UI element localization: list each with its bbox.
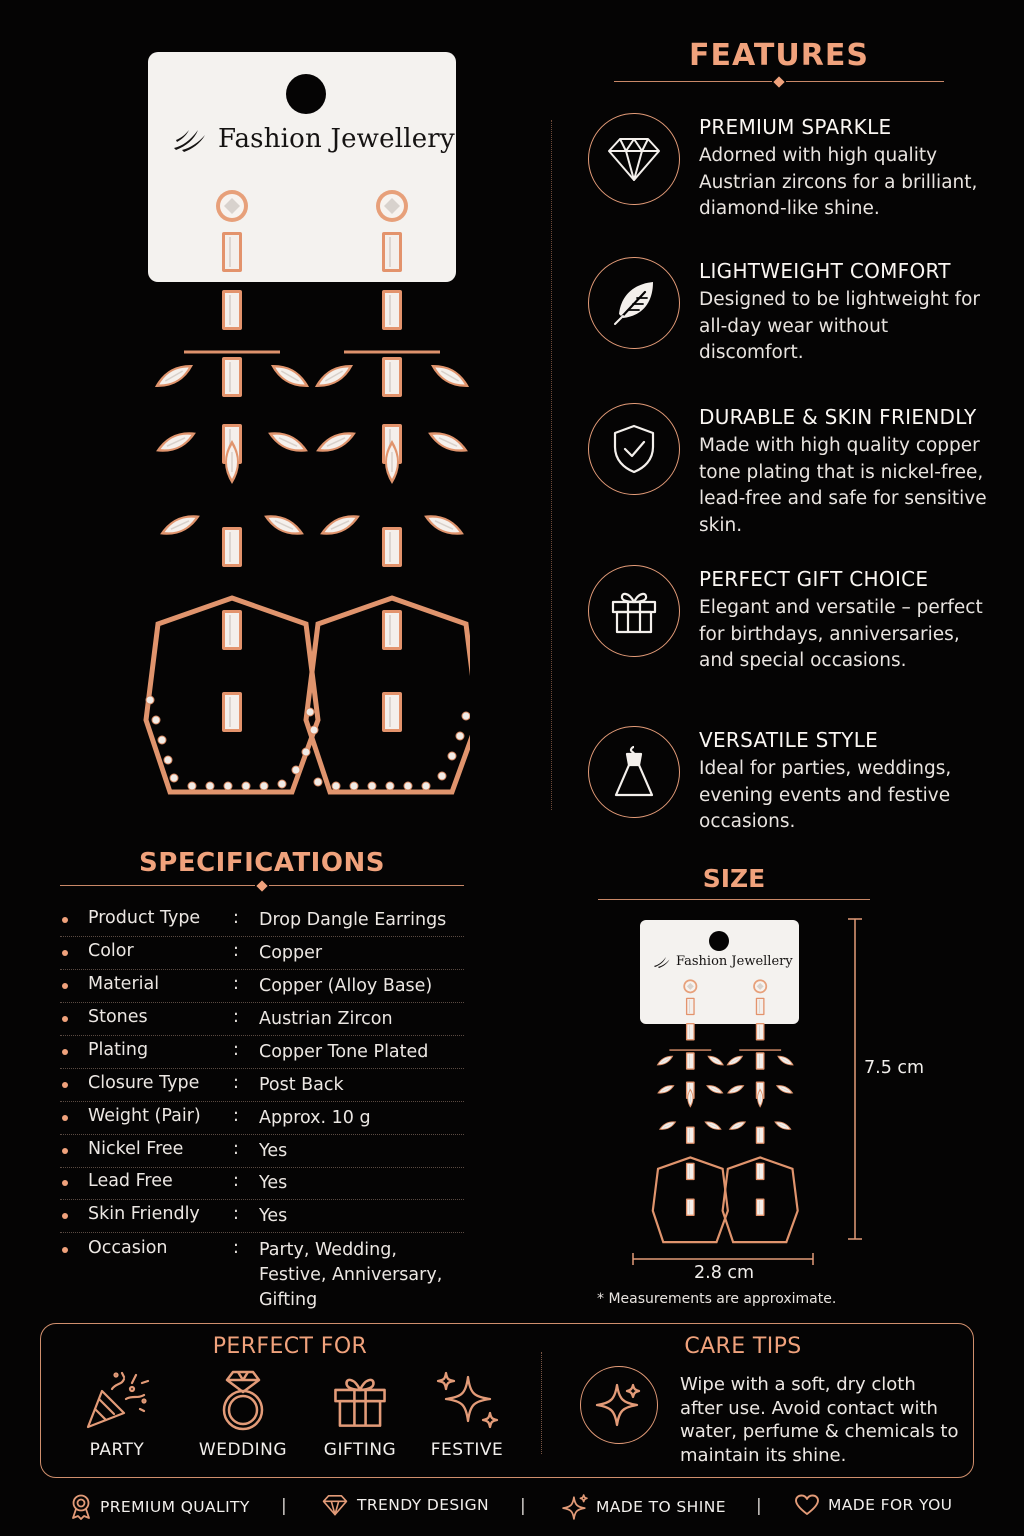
spec-key: Weight (Pair) bbox=[88, 1106, 201, 1126]
spec-value: Austrian Zircon bbox=[259, 1009, 393, 1029]
spec-separator: : bbox=[233, 1073, 239, 1093]
spec-separator: : bbox=[233, 1106, 239, 1126]
measurement-note: * Measurements are approximate. bbox=[597, 1291, 837, 1307]
card-hang-hole bbox=[286, 74, 326, 114]
spec-key: Material bbox=[88, 974, 160, 994]
width-measurement: 2.8 cm bbox=[694, 1263, 755, 1283]
ring-icon bbox=[218, 1368, 268, 1432]
footer-label: MADE TO SHINE bbox=[596, 1498, 726, 1516]
spec-row-lead-free bbox=[60, 1167, 464, 1200]
footer-label: TRENDY DESIGN bbox=[357, 1496, 490, 1514]
gift-icon bbox=[332, 1371, 388, 1429]
feature-icon-circle bbox=[588, 726, 680, 818]
diamond-icon bbox=[321, 1494, 349, 1516]
feature-title: PREMIUM SPARKLE bbox=[699, 115, 892, 139]
bullet-dot bbox=[62, 1115, 68, 1121]
spec-key: Nickel Free bbox=[88, 1139, 184, 1159]
footer-separator: | bbox=[756, 1496, 762, 1516]
spec-value: Post Back bbox=[259, 1075, 344, 1095]
spec-separator: : bbox=[233, 1139, 239, 1159]
box-divider bbox=[541, 1352, 542, 1454]
care-tips-title: CARE TIPS bbox=[684, 1334, 802, 1359]
spec-key: Stones bbox=[88, 1007, 148, 1027]
bullet-dot bbox=[62, 1247, 68, 1253]
party-popper-icon bbox=[82, 1369, 152, 1431]
footer-label: MADE FOR YOU bbox=[828, 1496, 953, 1514]
spec-value: Party, Wedding, Festive, Anniversary, Gifting bbox=[259, 1240, 443, 1310]
occasion-label: WEDDING bbox=[198, 1440, 288, 1460]
card-hang-hole bbox=[709, 931, 729, 951]
occasion-party bbox=[67, 1368, 167, 1460]
footer-premium-quality bbox=[70, 1494, 250, 1520]
care-tips-text: Wipe with a soft, dry cloth after use. Avoid contact with water, perfume & chemicals to maintain its shine. bbox=[680, 1374, 959, 1466]
footer-separator: | bbox=[520, 1496, 526, 1516]
bullet-dot bbox=[62, 1016, 68, 1022]
heart-icon bbox=[794, 1494, 820, 1516]
spec-separator: : bbox=[233, 1040, 239, 1060]
spec-row-product-type bbox=[60, 904, 464, 937]
bullet-dot bbox=[62, 917, 68, 923]
footer-badges bbox=[0, 1490, 1024, 1526]
feature-description: Ideal for parties, weddings, evening events and festive occasions. bbox=[699, 758, 952, 832]
spec-row-skin-friendly bbox=[60, 1200, 464, 1233]
feature-title: DURABLE & SKIN FRIENDLY bbox=[699, 405, 977, 429]
features-title-ornament bbox=[614, 77, 944, 87]
features-title: FEATURES bbox=[689, 38, 869, 73]
spec-value: Copper Tone Plated bbox=[259, 1042, 429, 1062]
bullet-dot bbox=[62, 983, 68, 989]
spec-separator: : bbox=[233, 974, 239, 994]
spec-separator: : bbox=[233, 1171, 239, 1191]
card-brand bbox=[172, 124, 455, 154]
bullet-dot bbox=[62, 950, 68, 956]
size-title-ornament bbox=[598, 895, 870, 905]
swoosh-logo-icon bbox=[653, 955, 671, 968]
spec-row-material bbox=[60, 970, 464, 1003]
spec-row-occasion bbox=[60, 1234, 464, 1310]
sparkles-icon bbox=[434, 1369, 500, 1431]
earrings-photo bbox=[130, 180, 470, 810]
footer-made-for-you bbox=[794, 1494, 952, 1516]
feature-description: Designed to be lightweight for all-day wear without discomfort. bbox=[699, 289, 981, 363]
spec-key: Lead Free bbox=[88, 1171, 173, 1191]
spec-key: Plating bbox=[88, 1040, 149, 1060]
spec-key: Occasion bbox=[88, 1238, 168, 1258]
feature-title: VERSATILE STYLE bbox=[699, 728, 879, 752]
feature-description: Elegant and versatile – perfect for birthdays, anniversaries, and special occasions. bbox=[699, 597, 983, 671]
card-brand-text: Fashion Jewellery bbox=[218, 124, 455, 154]
feather-icon bbox=[609, 278, 659, 328]
spec-value: Yes bbox=[259, 1206, 288, 1226]
spec-separator: : bbox=[233, 941, 239, 961]
footer-made-to-shine bbox=[562, 1494, 726, 1520]
bullet-dot bbox=[62, 1180, 68, 1186]
bullet-dot bbox=[62, 1148, 68, 1154]
size-card-brand bbox=[653, 954, 793, 969]
size-title: SIZE bbox=[702, 864, 766, 893]
spec-value: Copper bbox=[259, 943, 323, 963]
occasion-label: FESTIVE bbox=[430, 1440, 504, 1460]
spec-separator: : bbox=[233, 1238, 239, 1258]
occasion-label: PARTY bbox=[89, 1440, 145, 1460]
occasion-gifting bbox=[310, 1368, 410, 1460]
spec-row-nickel-free bbox=[60, 1135, 464, 1168]
spec-key: Closure Type bbox=[88, 1073, 200, 1093]
occasion-festive bbox=[417, 1368, 517, 1460]
section-divider bbox=[551, 120, 552, 810]
footer-separator: | bbox=[281, 1496, 287, 1516]
footer-label: PREMIUM QUALITY bbox=[100, 1498, 250, 1516]
spec-key: Color bbox=[88, 941, 134, 961]
spec-value: Approx. 10 g bbox=[259, 1108, 371, 1128]
shield-check-icon bbox=[611, 423, 657, 475]
height-measurement: 7.5 cm bbox=[864, 1058, 925, 1078]
feature-icon-circle bbox=[588, 565, 680, 657]
diamond-icon bbox=[606, 135, 662, 183]
size-card-brand-text: Fashion Jewellery bbox=[676, 954, 793, 969]
feature-title: LIGHTWEIGHT COMFORT bbox=[699, 259, 951, 283]
size-earrings-photo bbox=[630, 975, 810, 1250]
care-icon-circle bbox=[580, 1366, 658, 1444]
feature-description: Made with high quality copper tone plating that is nickel-free, lead-free and safe for sensitive skin. bbox=[699, 435, 987, 536]
spec-value: Yes bbox=[259, 1141, 288, 1161]
spec-separator: : bbox=[233, 1007, 239, 1027]
footer-trendy-design bbox=[321, 1494, 489, 1516]
perfect-for-title: PERFECT FOR bbox=[212, 1334, 368, 1359]
spec-separator: : bbox=[233, 1204, 239, 1224]
feature-title: PERFECT GIFT CHOICE bbox=[699, 567, 929, 591]
feature-description: Adorned with high quality Austrian zircons for a brilliant, diamond-like shine. bbox=[699, 145, 978, 219]
spec-row-closure-type bbox=[60, 1069, 464, 1102]
spec-key: Skin Friendly bbox=[88, 1204, 200, 1224]
occasion-label: GIFTING bbox=[323, 1440, 397, 1460]
spec-row-weight bbox=[60, 1102, 464, 1135]
gift-icon bbox=[609, 586, 659, 636]
spec-value: Copper (Alloy Base) bbox=[259, 976, 433, 996]
bullet-dot bbox=[62, 1082, 68, 1088]
occasion-wedding bbox=[193, 1368, 293, 1460]
spec-row-color bbox=[60, 937, 464, 970]
medal-icon bbox=[70, 1494, 92, 1520]
sparkle-icon bbox=[562, 1494, 588, 1520]
dress-icon bbox=[612, 745, 656, 799]
spec-value: Yes bbox=[259, 1173, 288, 1193]
feature-icon-circle bbox=[588, 113, 680, 205]
feature-icon-circle bbox=[588, 403, 680, 495]
specifications-title: SPECIFICATIONS bbox=[139, 848, 385, 878]
spec-row-stones bbox=[60, 1003, 464, 1036]
spec-separator: : bbox=[233, 908, 239, 928]
specifications-title-ornament bbox=[60, 881, 464, 891]
spec-value: Drop Dangle Earrings bbox=[259, 910, 447, 930]
swoosh-logo-icon bbox=[172, 126, 208, 152]
spec-row-plating bbox=[60, 1036, 464, 1069]
bullet-dot bbox=[62, 1049, 68, 1055]
bullet-dot bbox=[62, 1213, 68, 1219]
spec-key: Product Type bbox=[88, 908, 201, 928]
feature-icon-circle bbox=[588, 257, 680, 349]
height-dimension-line bbox=[846, 918, 864, 1240]
sparkle-icon bbox=[595, 1381, 643, 1429]
